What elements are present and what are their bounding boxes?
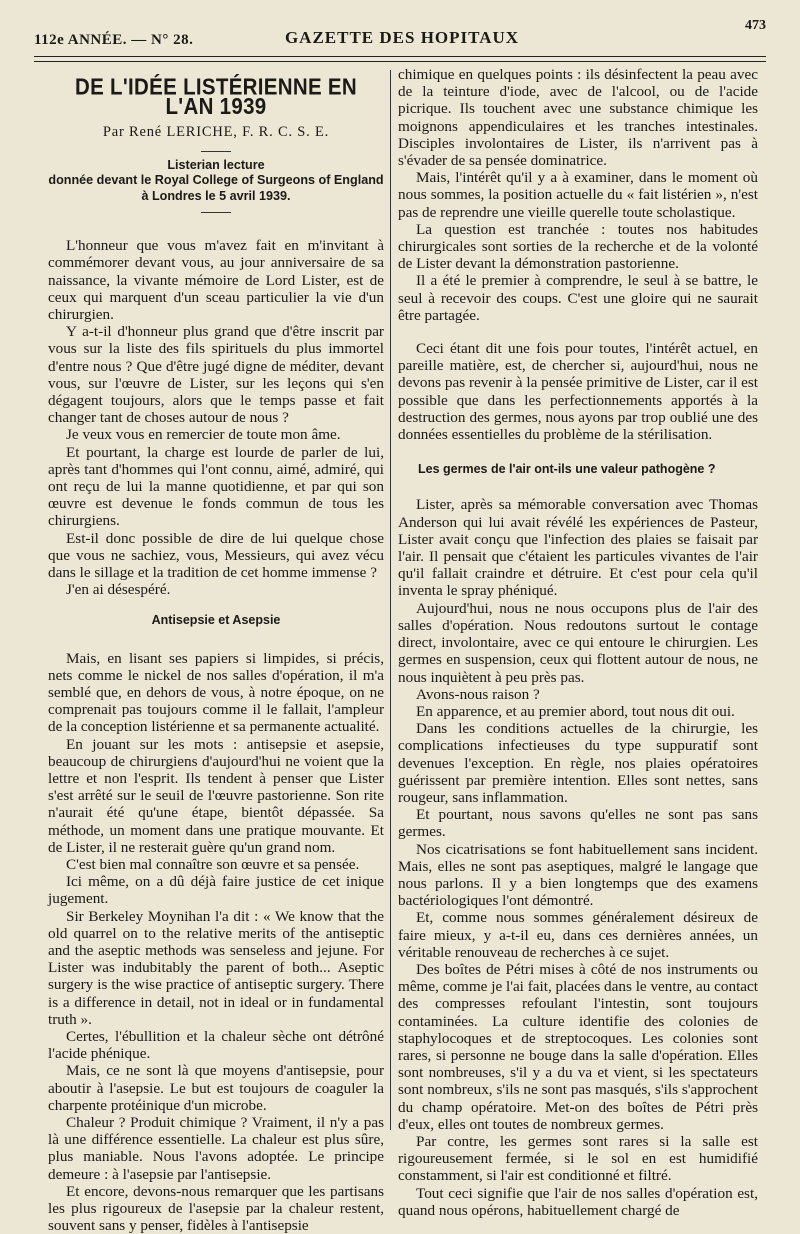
header-rule-thick xyxy=(34,56,766,57)
paragraph: Tout ceci signifie que l'air de nos salles d'opération est, quand nous opérons, habituellement chargé de xyxy=(398,1184,758,1219)
issue-number: 112e ANNÉE. — N° 28. xyxy=(34,32,194,48)
paragraph: Mais, en lisant ses papiers si limpides, si précis, nets comme le nickel de nos salles d'opération, il m'a semblé que, en dehors de vous, à notre époque, on ne comprenait pas toujours comme il le fallait, l'ampleur de la conception listérienne et sa permanente actualité. xyxy=(48,649,384,736)
paragraph: Certes, l'ébullition et la chaleur sèche ont détrôné l'acide phénique. xyxy=(48,1028,384,1063)
paragraph: Mais, l'intérêt qu'il y a à examiner, dans le moment où nous sommes, la position actuelle du « fait listérien », n'est pas de reprendre une vieille querelle toute scholastique. xyxy=(398,169,758,221)
paragraph: Ici même, on a dû déjà faire justice de cet inique jugement. xyxy=(48,873,384,908)
title-divider xyxy=(201,151,231,152)
lecture-line: Listerian lecture xyxy=(167,157,265,172)
paragraph: La question est tranchée : toutes nos habitudes chirurgicales sont sorties de la recherche et de la volonté de Lister devant la démonstration pastorienne. xyxy=(398,220,758,273)
paragraph: Sir Berkeley Moynihan l'a dit : « We know that the old quarrel on to the relative merits of the antiseptic and the aseptic methods was senseless and jejune. For Lister was indubitably the parent of both... Aseptic surgery is the wise practice of antiseptic surgery. There is a difference in detail, not in ideal or in fundamental truth ». xyxy=(48,907,384,1028)
section-heading: Antisepsie et Asepsie xyxy=(151,613,281,628)
article-author: Par René LERICHE, F. R. C. S. E. xyxy=(102,124,330,141)
lecture-line: donnée devant le Royal College of Surgeons of England xyxy=(48,173,384,188)
paragraph: Y a-t-il d'honneur plus grand que d'être inscrit par vous sur la liste des fils spirituels du plus immortel d'entre nous ? Que d'être jugé digne de méditer, devant vous, sur l'œuvre de Lister, sur les leçons qui s'en dégagent toujours, alors que le temps passe et fait changer tant de choses autour de nous ? xyxy=(48,323,384,427)
column-divider xyxy=(390,70,391,1130)
paragraph: C'est bien mal connaître son œuvre et sa pensée. xyxy=(66,856,360,874)
paragraph: Avons-nous raison ? xyxy=(416,685,540,703)
paragraph: Ceci étant dit une fois pour toutes, l'intérêt actuel, en pareille matière, est, de chercher si, aujourd'hui, nous ne devons pas revenir à la pensée primitive de Lister, car il est possible que dans les perfectionnements apportés à la destruction des germes, nous ayons par trop oublié une des données essentielles du problème de la stérilisation. xyxy=(398,340,758,444)
paragraph: Aujourd'hui, nous ne nous occupons plus de l'air des salles d'opération. Nous redoutons surtout le contage direct, involontaire, avec ce qui entoure le chirurgien. Les germes en suspension, ceux qui flottent autour de nous, ne nous inquiètent à peu près pas. xyxy=(398,599,758,686)
paragraph: Et encore, devons-nous remarquer que les partisans les plus rigoureux de l'asepsie par la chaleur restent, souvent sans y penser, fidèles à l'antisepsie xyxy=(48,1182,384,1234)
paragraph: chimique en quelques points : ils désinfectent la peau avec de la teinture d'iode, avec de l'alcool, ou de l'acide picrique. Ils touchent avec une substance chimique les moignons appendiculaires et les tranches intestinales. Disciples involontaires de Lister, ils n'arrivent pas à s'évader de sa pensée dominatrice. xyxy=(398,66,758,170)
paragraph: J'en ai désespéré. xyxy=(66,581,171,599)
section-heading: Les germes de l'air ont-ils une valeur pathogène ? xyxy=(418,462,716,477)
page-number: 473 xyxy=(745,18,766,33)
lecture-divider xyxy=(201,212,231,213)
paragraph: Chaleur ? Produit chimique ? Vraiment, il n'y a pas là une différence essentielle. La chaleur est plus sûre, plus maniable. Nous l'avons adoptée. Le principe demeure : à l'asepsie par l'antisepsie. xyxy=(48,1114,384,1183)
paragraph: Et pourtant, nous savons qu'elles ne sont pas sans germes. xyxy=(398,806,758,841)
paragraph: Et pourtant, la charge est lourde de parler de lui, après tant d'hommes qui l'ont connu, aimé, admiré, qui ont reçu de lui la manne quotidienne, et par qui son œuvre est devenue le fonds commun de tous les chirurgiens. xyxy=(48,443,384,530)
paragraph: En jouant sur les mots : antisepsie et asepsie, beaucoup de chirurgiens d'aujourd'hui ne voient que la lettre et non l'esprit. Ils tendent à penser que Lister s'est arrêté sur le seuil de l'œuvre pastorienne. Son rite n'aurait été qu'une étape, bientôt dépassée. Sa méthode, un moment dans une pratique mouvante. Et de Lister, il ne resterait guère qu'un grand nom. xyxy=(48,735,384,856)
paragraph: Nos cicatrisations se font habituellement sans incident. Mais, elles ne sont pas aseptiques, malgré le langage que nous parlons. Il y a bien longtemps que des examens bactériologiques l'ont démontré. xyxy=(398,840,758,910)
journal-title: GAZETTE DES HOPITAUX xyxy=(284,28,520,47)
header-rule-thin xyxy=(34,61,766,62)
page-header xyxy=(34,18,770,54)
paragraph: Mais, ce ne sont là que moyens d'antisepsie, pour aboutir à l'asepsie. Le but est toujours de coaguler la charpente protéinique d'un microbe. xyxy=(48,1062,384,1114)
left-column xyxy=(48,66,384,1234)
right-column xyxy=(398,66,758,1219)
paragraph: Je veux vous en remercier de toute mon âme. xyxy=(66,426,341,444)
paragraph: Des boîtes de Pétri mises à côté de nos instruments ou même, comme je l'ai fait, placées dans le ventre, au contact des compresses refoulant l'intestin, sont toujours contaminées. La culture identifie des colonies de staphylocoques et de streptocoques. Les colonies sont rares, si personne ne bouge dans la salle d'opération. Elles sont nombreuses, s'il y a du va et vient, si les spectateurs sont nombreux, s'ils ne sont pas masqués, s'ils s'approchent du champ opératoire. Met-on des boîtes de Pétri près d'eux, elles ont toutes de nombreux germes. xyxy=(398,960,758,1133)
lecture-line: à Londres le 5 avril 1939. xyxy=(141,188,291,203)
paragraph: Lister, après sa mémorable conversation avec Thomas Anderson qui lui avait révélé les expériences de Pasteur, Lister avait conçu que l'infection des plaies se faisait par l'air. Il pensait que c'étaient les particules vivantes de l'air qu'il fallait craindre et détruire. Et c'est pour cela qu'il inventa le spray phéniqué. xyxy=(398,496,758,600)
paragraph: Et, comme nous sommes généralement désireux de faire mieux, y a-t-il eu, dans ces dernières années, un véritable renouveau de recherches à ce sujet. xyxy=(398,909,758,961)
paragraph: Par contre, les germes sont rares si la salle est rigoureusement fermée, si le sol en est humidifié constamment, si l'air est conditionné et filtré. xyxy=(398,1132,758,1185)
paragraph: Il a été le premier à comprendre, le seul à se battre, le seul à recevoir des coups. C'est une gloire qui ne saurait être partagée. xyxy=(398,272,758,324)
lecture-info xyxy=(48,158,384,205)
paragraph: L'honneur que vous m'avez fait en m'invitant à commémorer devant vous, au jour anniversaire de sa naissance, la vivante mémoire de Lord Lister, est de ceux qui marquent d'un sceau particulier la vie d'un chirurgien. xyxy=(48,237,384,323)
article-title: DE L'IDÉE LISTÉRIENNE EN L'AN 1939 xyxy=(74,73,358,121)
paragraph: Est-il donc possible de dire de lui quelque chose que vous ne sachiez, vous, Messieurs, qui avez vécu dans le sillage et la tradition de cet homme immense ? xyxy=(48,529,384,581)
paragraph: En apparence, et au premier abord, tout nous dit oui. xyxy=(416,702,735,720)
paragraph: Dans les conditions actuelles de la chirurgie, les complications infectieuses du type suppuratif sont devenues l'exception. En règle, nos plaies opératoires guérissent par première intention. Elles sont nettes, sans rougeur, sans inflammation. xyxy=(398,720,758,806)
